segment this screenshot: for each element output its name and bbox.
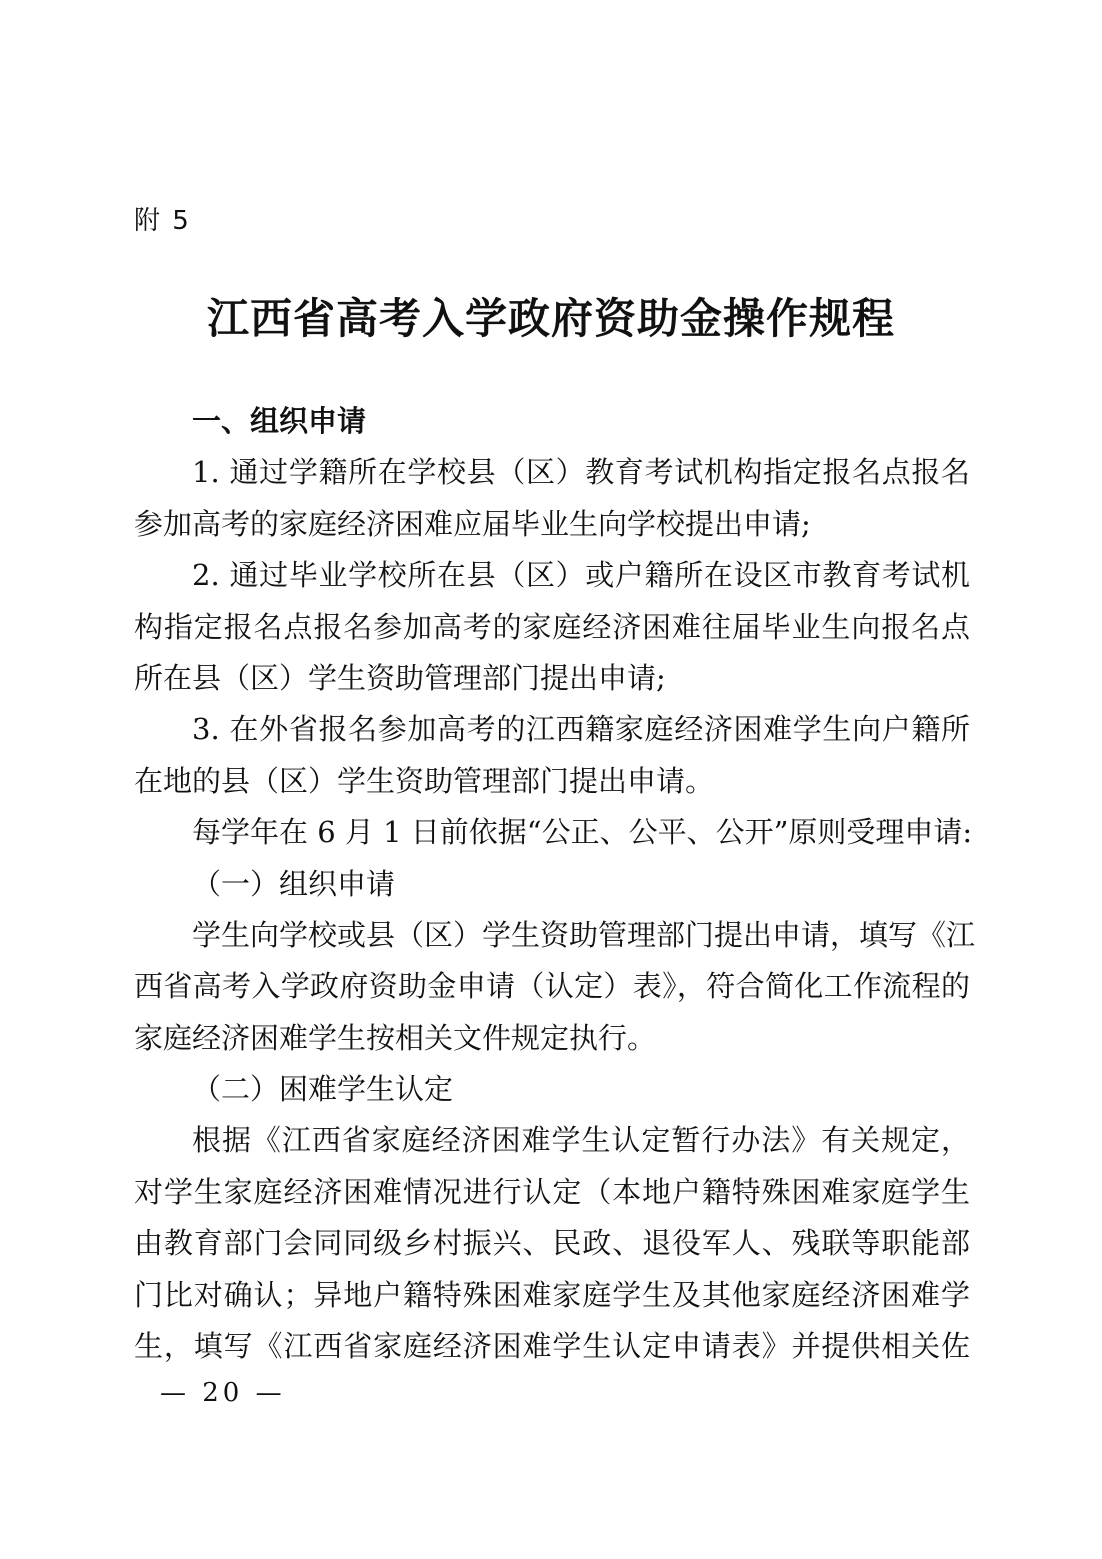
subsection-2-line-1: 根据《江西省家庭经济困难学生认定暂行办法》有关规定，: [192, 1123, 970, 1158]
item-2-line-2: 构指定报名点报名参加高考的家庭经济困难往届毕业生向报名点: [134, 609, 970, 644]
subsection-2-line-4: 门比对确认；异地户籍特殊困难家庭学生及其他家庭经济困难学: [134, 1277, 970, 1312]
annex-label: 附 5: [134, 206, 191, 236]
subsection-1-line-3: 家庭经济困难学生按相关文件规定执行。: [134, 1020, 657, 1055]
subsection-2-line-5: 生，填写《江西省家庭经济困难学生认定申请表》并提供相关佐: [134, 1329, 970, 1364]
section-heading: 一、组织申请: [192, 404, 367, 438]
page-number: — 20 —: [160, 1378, 286, 1408]
item-1-line-1: 1. 通过学籍所在学校县（区）教育考试机构指定报名点报名: [192, 455, 970, 490]
item-1-line-2: 参加高考的家庭经济困难应届毕业生向学校提出申请;: [134, 506, 811, 541]
subsection-2-heading: （二）困难学生认定: [192, 1072, 454, 1107]
item-3-line-2: 在地的县（区）学生资助管理部门提出申请。: [134, 763, 715, 798]
subsection-2-line-2: 对学生家庭经济困难情况进行认定（本地户籍特殊困难家庭学生: [134, 1174, 970, 1209]
subsection-2-line-3: 由教育部门会同同级乡村振兴、民政、退役军人、残联等职能部: [134, 1226, 970, 1261]
subsection-1-line-2: 西省高考入学政府资助金申请（认定）表》，符合简化工作流程的: [134, 969, 970, 1004]
item-3-line-1: 3. 在外省报名参加高考的江西籍家庭经济困难学生向户籍所: [192, 712, 970, 747]
subsection-1-line-1: 学生向学校或县（区）学生资助管理部门提出申请，填写《江: [192, 917, 976, 952]
document-body: [134, 396, 976, 1372]
item-2-line-3: 所在县（区）学生资助管理部门提出申请;: [134, 660, 666, 695]
document-title: 江西省高考入学政府资助金操作规程: [206, 294, 895, 343]
item-2-line-1: 2. 通过毕业学校所在县（区）或户籍所在设区市教育考试机: [192, 558, 970, 593]
deadline-paragraph: 每学年在 6 月 1 日前依据“公正、公平、公开”原则受理申请:: [192, 815, 973, 850]
subsection-1-heading: （一）组织申请: [192, 866, 396, 901]
